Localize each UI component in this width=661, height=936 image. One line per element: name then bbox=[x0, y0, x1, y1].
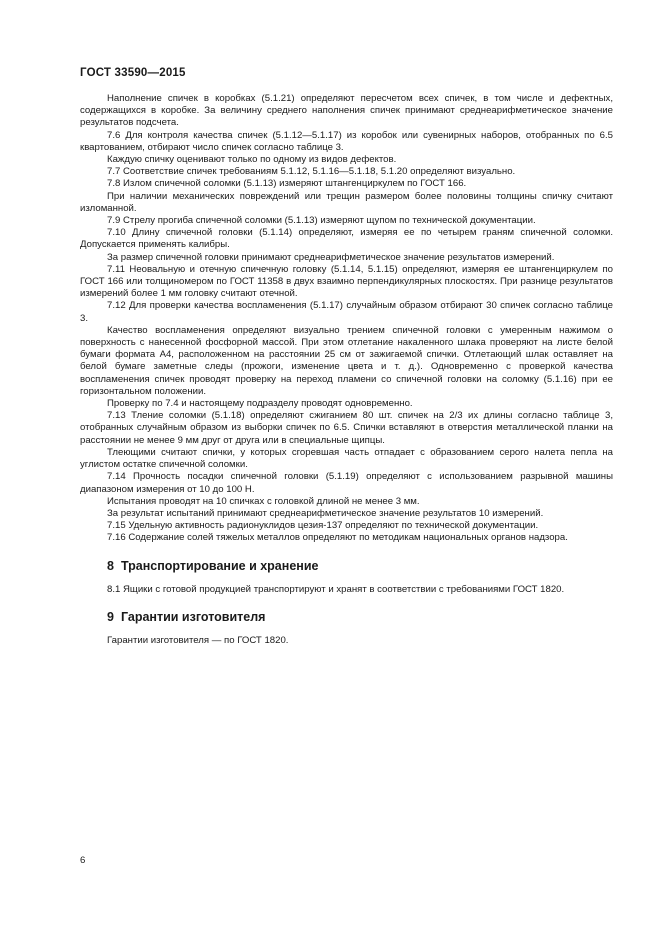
paragraph: Тлеющими считают спички, у которых сгоревшая часть отпадает с образованием серого налета пепла на углистом остатке спичечной соломки. bbox=[80, 446, 613, 471]
paragraph: 7.11 Неовальную и отечную спичечную головку (5.1.14, 5.1.15) определяют, измеряя ее штангенциркулем по ГОСТ 166 или толщиномером по ГОСТ 11358 в двух взаимно перпендикулярных плоскостях. При разнице результатов измерений более 1 мм головку считают отечной. bbox=[80, 263, 613, 300]
paragraph: Испытания проводят на 10 спичках с головкой длиной не менее 3 мм. bbox=[107, 495, 420, 507]
paragraph: 7.10 Длину спичечной головки (5.1.14) определяют, измеряя ее по четырем граням спичечной соломки. Допускается применять калибры. bbox=[80, 227, 613, 251]
paragraph: 7.8 Излом спичечной соломки (5.1.13) измеряют штангенциркулем по ГОСТ 166. bbox=[107, 178, 467, 190]
section-number: 9 bbox=[107, 609, 114, 624]
document-header: ГОСТ 33590—2015 bbox=[80, 67, 186, 79]
paragraph: Наполнение спичек в коробках (5.1.21) определяют пересчетом всех спичек, в том числе и дефектных, содержащихся в коробке. За величину среднего наполнения спичек принимают среднеарифметическое значение результатов подсчета. bbox=[80, 93, 613, 129]
section-number: 8 bbox=[107, 558, 114, 573]
section-title: Транспортирование и хранение bbox=[120, 558, 319, 573]
paragraph: Качество воспламенения определяют визуально трением спичечной головки с умеренным нажимом о поверхность с нанесенной фосфорной массой. При этом отлетание накаленного шлака проверяют на листе белой бумаги формата А4, расположенном на расстоянии 25 см от зажигаемой спички. Отлетающий шлак оставляет на белой бумаге заметные следы (прожоги, изменение цвета и т. д.). Одновременно с проверкой качества воспламенения спичек проводят проверку на переход пламени со спичечной головки на соломку (5.1.16) при ее горизонтальном положении. bbox=[80, 324, 613, 397]
paragraph: Гарантии изготовителя — по ГОСТ 1820. bbox=[107, 634, 289, 646]
paragraph: 7.7 Соответствие спичек требованиям 5.1.12, 5.1.16—5.1.18, 5.1.20 определяют визуально. bbox=[107, 166, 516, 178]
paragraph: Каждую спичку оценивают только по одному из видов дефектов. bbox=[107, 154, 397, 166]
paragraph: 7.12 Для проверки качества воспламенения (5.1.17) случайным образом отбирают 30 спичек согласно таблице 3. bbox=[80, 300, 613, 324]
section-8-heading bbox=[80, 559, 613, 574]
page-content bbox=[80, 93, 613, 647]
paragraph: 7.9 Стрелу прогиба спичечной соломки (5.1.13) измеряют щупом по технической документации. bbox=[107, 215, 536, 227]
paragraph: Проверку по 7.4 и настоящему подразделу проводят одновременно. bbox=[107, 398, 413, 410]
paragraph: 7.6 Для контроля качества спичек (5.1.12—5.1.17) из коробок или сувенирных наборов, отобранных по 6.5 квартованием, отбирают число спичек согласно таблице 3. bbox=[80, 129, 613, 153]
paragraph: 8.1 Ящики с готовой продукцией транспортируют и хранят в соответствии с требованиями ГОСТ 1820. bbox=[107, 583, 565, 595]
paragraph: 7.14 Прочность посадки спичечной головки (5.1.19) определяют с использованием разрывной машины диапазоном измерения от 10 до 100 Н. bbox=[80, 471, 613, 495]
paragraph: 7.15 Удельную активность радионуклидов цезия-137 определяют по технической документации. bbox=[107, 520, 539, 532]
paragraph: При наличии механических повреждений или трещин размером более половины толщины спичку считают изломанной. bbox=[80, 190, 613, 214]
paragraph: За размер спичечной головки принимают среднеарифметическое значение результатов измерений. bbox=[107, 251, 555, 263]
paragraph: 7.16 Содержание солей тяжелых металлов определяют по методикам национальных органов надзора. bbox=[107, 532, 568, 544]
paragraph: 7.13 Тление соломки (5.1.18) определяют сжиганием 80 шт. спичек на 2/3 их длины согласно таблице 3, отобранных случайным образом из выборки спичек по 6.5. Спички вставляют в отверстия металлической планки на расстоянии не менее 9 мм друг от друга или в специальные щипцы. bbox=[80, 410, 613, 446]
page-number: 6 bbox=[80, 855, 86, 866]
section-title: Гарантии изготовителя bbox=[120, 609, 266, 624]
section-9-heading bbox=[80, 610, 613, 625]
paragraph: За результат испытаний принимают среднеарифметическое значение результатов 10 измерений. bbox=[107, 507, 544, 519]
